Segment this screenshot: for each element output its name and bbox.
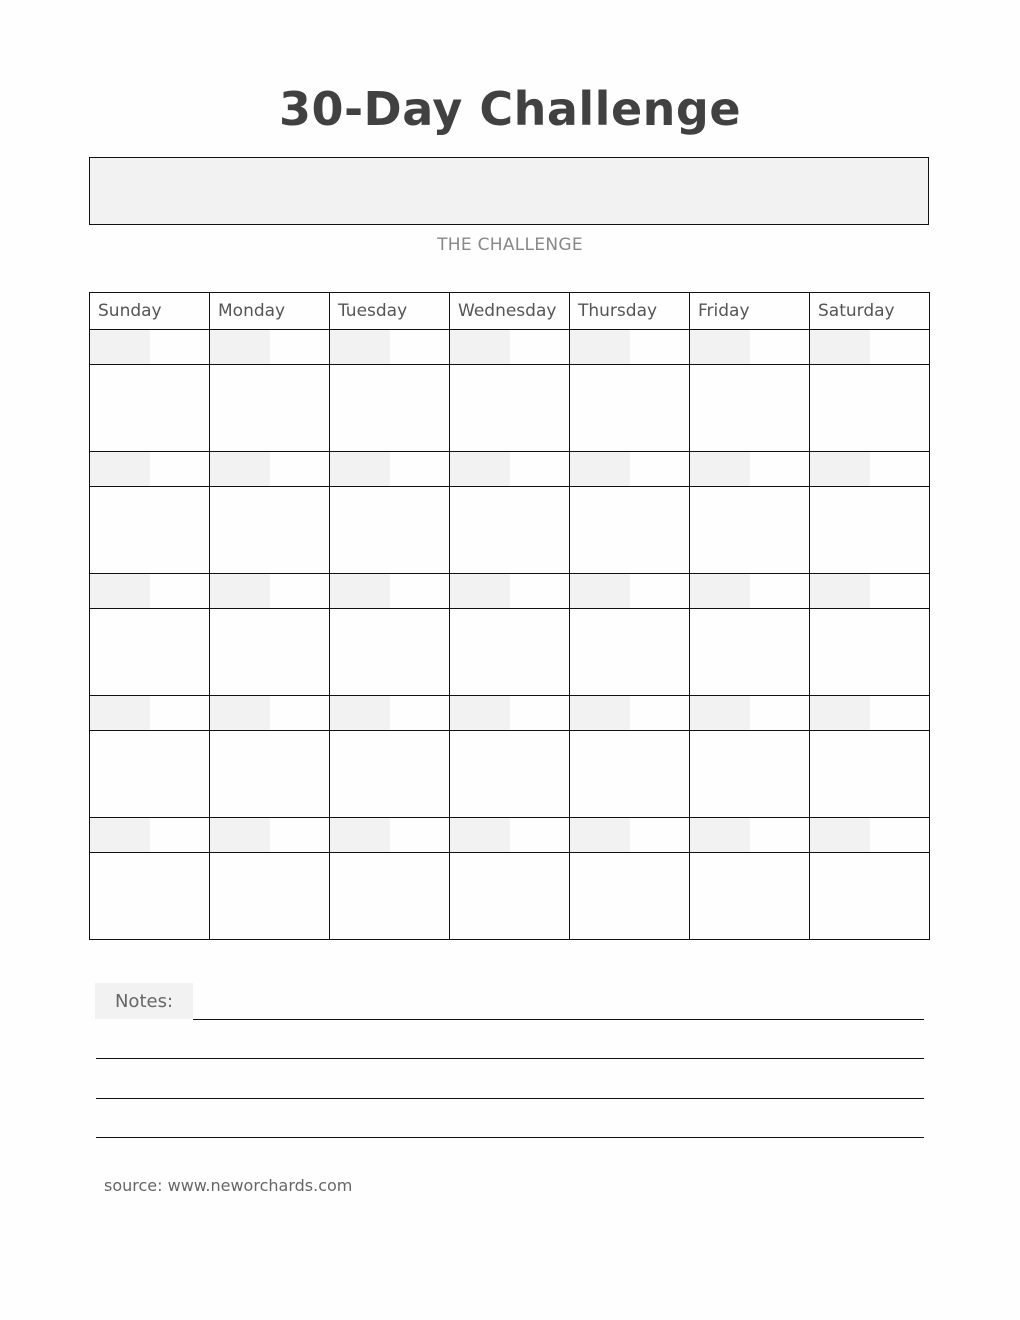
day-entry-cell[interactable] xyxy=(90,609,210,696)
day-number-field[interactable] xyxy=(570,330,630,364)
day-number-cell[interactable] xyxy=(330,452,450,487)
calendar-body xyxy=(90,330,930,940)
weekday-saturday: Saturday xyxy=(810,293,930,330)
day-number-field[interactable] xyxy=(570,696,630,730)
day-number-field[interactable] xyxy=(210,574,270,608)
week-2-number-row xyxy=(90,452,930,487)
day-number-field[interactable] xyxy=(690,818,750,852)
day-entry-cell[interactable] xyxy=(90,853,210,940)
day-number-field[interactable] xyxy=(90,696,150,730)
day-number-field[interactable] xyxy=(690,696,750,730)
day-number-cell[interactable] xyxy=(570,330,690,365)
day-number-field[interactable] xyxy=(210,452,270,486)
day-entry-cell[interactable] xyxy=(450,487,570,574)
day-number-cell[interactable] xyxy=(570,818,690,853)
day-number-field[interactable] xyxy=(570,574,630,608)
day-number-field[interactable] xyxy=(330,696,390,730)
day-number-field[interactable] xyxy=(690,330,750,364)
week-5-number-row xyxy=(90,818,930,853)
day-number-field[interactable] xyxy=(450,696,510,730)
challenge-label: THE CHALLENGE xyxy=(437,235,583,255)
weekday-tuesday: Tuesday xyxy=(330,293,450,330)
day-number-cell[interactable] xyxy=(330,330,450,365)
day-number-cell[interactable] xyxy=(810,696,930,731)
day-entry-cell[interactable] xyxy=(90,487,210,574)
day-entry-cell[interactable] xyxy=(810,487,930,574)
day-number-cell[interactable] xyxy=(210,574,330,609)
day-number-field[interactable] xyxy=(90,452,150,486)
day-number-cell[interactable] xyxy=(450,696,570,731)
day-entry-cell[interactable] xyxy=(570,853,690,940)
day-number-field[interactable] xyxy=(330,574,390,608)
day-number-cell[interactable] xyxy=(570,452,690,487)
day-number-cell[interactable] xyxy=(570,696,690,731)
day-entry-cell[interactable] xyxy=(690,853,810,940)
notes-line[interactable] xyxy=(96,1058,924,1059)
day-number-field[interactable] xyxy=(330,452,390,486)
day-number-field[interactable] xyxy=(810,696,870,730)
day-number-cell[interactable] xyxy=(450,330,570,365)
day-entry-cell[interactable] xyxy=(690,365,810,452)
day-entry-cell[interactable] xyxy=(450,365,570,452)
day-number-cell[interactable] xyxy=(90,574,210,609)
day-number-field[interactable] xyxy=(690,452,750,486)
day-entry-cell[interactable] xyxy=(330,365,450,452)
week-4-number-row xyxy=(90,696,930,731)
day-entry-cell[interactable] xyxy=(330,731,450,818)
day-entry-cell[interactable] xyxy=(210,853,330,940)
day-number-field[interactable] xyxy=(810,452,870,486)
day-number-cell[interactable] xyxy=(210,452,330,487)
day-number-field[interactable] xyxy=(450,574,510,608)
weekday-header-row xyxy=(90,293,930,330)
day-number-cell[interactable] xyxy=(450,818,570,853)
day-number-cell[interactable] xyxy=(810,452,930,487)
day-number-cell[interactable] xyxy=(810,330,930,365)
day-entry-cell[interactable] xyxy=(210,609,330,696)
weekday-wednesday: Wednesday xyxy=(450,293,570,330)
day-number-field[interactable] xyxy=(90,818,150,852)
day-entry-cell[interactable] xyxy=(210,731,330,818)
challenge-input-box[interactable] xyxy=(89,157,929,225)
day-entry-cell[interactable] xyxy=(90,365,210,452)
day-entry-cell[interactable] xyxy=(690,731,810,818)
day-number-field[interactable] xyxy=(330,818,390,852)
day-number-cell[interactable] xyxy=(330,818,450,853)
day-entry-cell[interactable] xyxy=(690,487,810,574)
week-4-entry-row xyxy=(90,731,930,818)
day-entry-cell[interactable] xyxy=(450,731,570,818)
day-entry-cell[interactable] xyxy=(330,853,450,940)
week-1-number-row xyxy=(90,330,930,365)
calendar-grid xyxy=(89,292,930,940)
day-number-cell[interactable] xyxy=(210,818,330,853)
day-number-field[interactable] xyxy=(690,574,750,608)
day-entry-cell[interactable] xyxy=(570,609,690,696)
day-number-field[interactable] xyxy=(570,452,630,486)
notes-line[interactable] xyxy=(193,1019,924,1020)
weekday-sunday: Sunday xyxy=(90,293,210,330)
page-title: 30-Day Challenge xyxy=(278,82,742,136)
day-entry-cell[interactable] xyxy=(330,609,450,696)
day-number-cell[interactable] xyxy=(330,574,450,609)
week-2-entry-row xyxy=(90,487,930,574)
notes-line[interactable] xyxy=(96,1098,924,1099)
day-number-cell[interactable] xyxy=(690,330,810,365)
day-number-field[interactable] xyxy=(810,574,870,608)
day-entry-cell[interactable] xyxy=(210,365,330,452)
day-number-cell[interactable] xyxy=(810,818,930,853)
day-entry-cell[interactable] xyxy=(810,609,930,696)
week-5-entry-row xyxy=(90,853,930,940)
day-number-cell[interactable] xyxy=(810,574,930,609)
day-number-field[interactable] xyxy=(810,818,870,852)
day-number-cell[interactable] xyxy=(690,696,810,731)
day-number-cell[interactable] xyxy=(90,452,210,487)
day-number-cell[interactable] xyxy=(450,574,570,609)
day-number-field[interactable] xyxy=(210,330,270,364)
day-number-cell[interactable] xyxy=(690,452,810,487)
weekday-thursday: Thursday xyxy=(570,293,690,330)
notes-label: Notes: xyxy=(95,983,193,1019)
day-entry-cell[interactable] xyxy=(450,609,570,696)
week-3-number-row xyxy=(90,574,930,609)
day-number-cell[interactable] xyxy=(330,696,450,731)
day-number-field[interactable] xyxy=(210,696,270,730)
day-number-cell[interactable] xyxy=(210,330,330,365)
week-1-entry-row xyxy=(90,365,930,452)
day-number-cell[interactable] xyxy=(570,574,690,609)
day-number-field[interactable] xyxy=(330,330,390,364)
day-entry-cell[interactable] xyxy=(90,731,210,818)
day-number-field[interactable] xyxy=(570,818,630,852)
day-number-cell[interactable] xyxy=(690,818,810,853)
week-3-entry-row xyxy=(90,609,930,696)
day-entry-cell[interactable] xyxy=(810,365,930,452)
notes-line[interactable] xyxy=(96,1137,924,1138)
day-entry-cell[interactable] xyxy=(570,365,690,452)
day-number-cell[interactable] xyxy=(90,696,210,731)
day-number-cell[interactable] xyxy=(690,574,810,609)
day-entry-cell[interactable] xyxy=(210,487,330,574)
weekday-monday: Monday xyxy=(210,293,330,330)
day-number-field[interactable] xyxy=(810,330,870,364)
source-credit: source: www.neworchards.com xyxy=(104,1176,353,1195)
day-entry-cell[interactable] xyxy=(450,853,570,940)
day-number-field[interactable] xyxy=(90,330,150,364)
day-entry-cell[interactable] xyxy=(690,609,810,696)
day-entry-cell[interactable] xyxy=(570,731,690,818)
day-entry-cell[interactable] xyxy=(570,487,690,574)
weekday-friday: Friday xyxy=(690,293,810,330)
day-number-field[interactable] xyxy=(210,818,270,852)
day-entry-cell[interactable] xyxy=(810,731,930,818)
day-entry-cell[interactable] xyxy=(810,853,930,940)
day-number-cell[interactable] xyxy=(210,696,330,731)
day-number-cell[interactable] xyxy=(90,818,210,853)
day-number-field[interactable] xyxy=(90,574,150,608)
day-number-field[interactable] xyxy=(450,452,510,486)
day-number-field[interactable] xyxy=(450,330,510,364)
day-number-cell[interactable] xyxy=(450,452,570,487)
day-entry-cell[interactable] xyxy=(330,487,450,574)
day-number-cell[interactable] xyxy=(90,330,210,365)
day-number-field[interactable] xyxy=(450,818,510,852)
